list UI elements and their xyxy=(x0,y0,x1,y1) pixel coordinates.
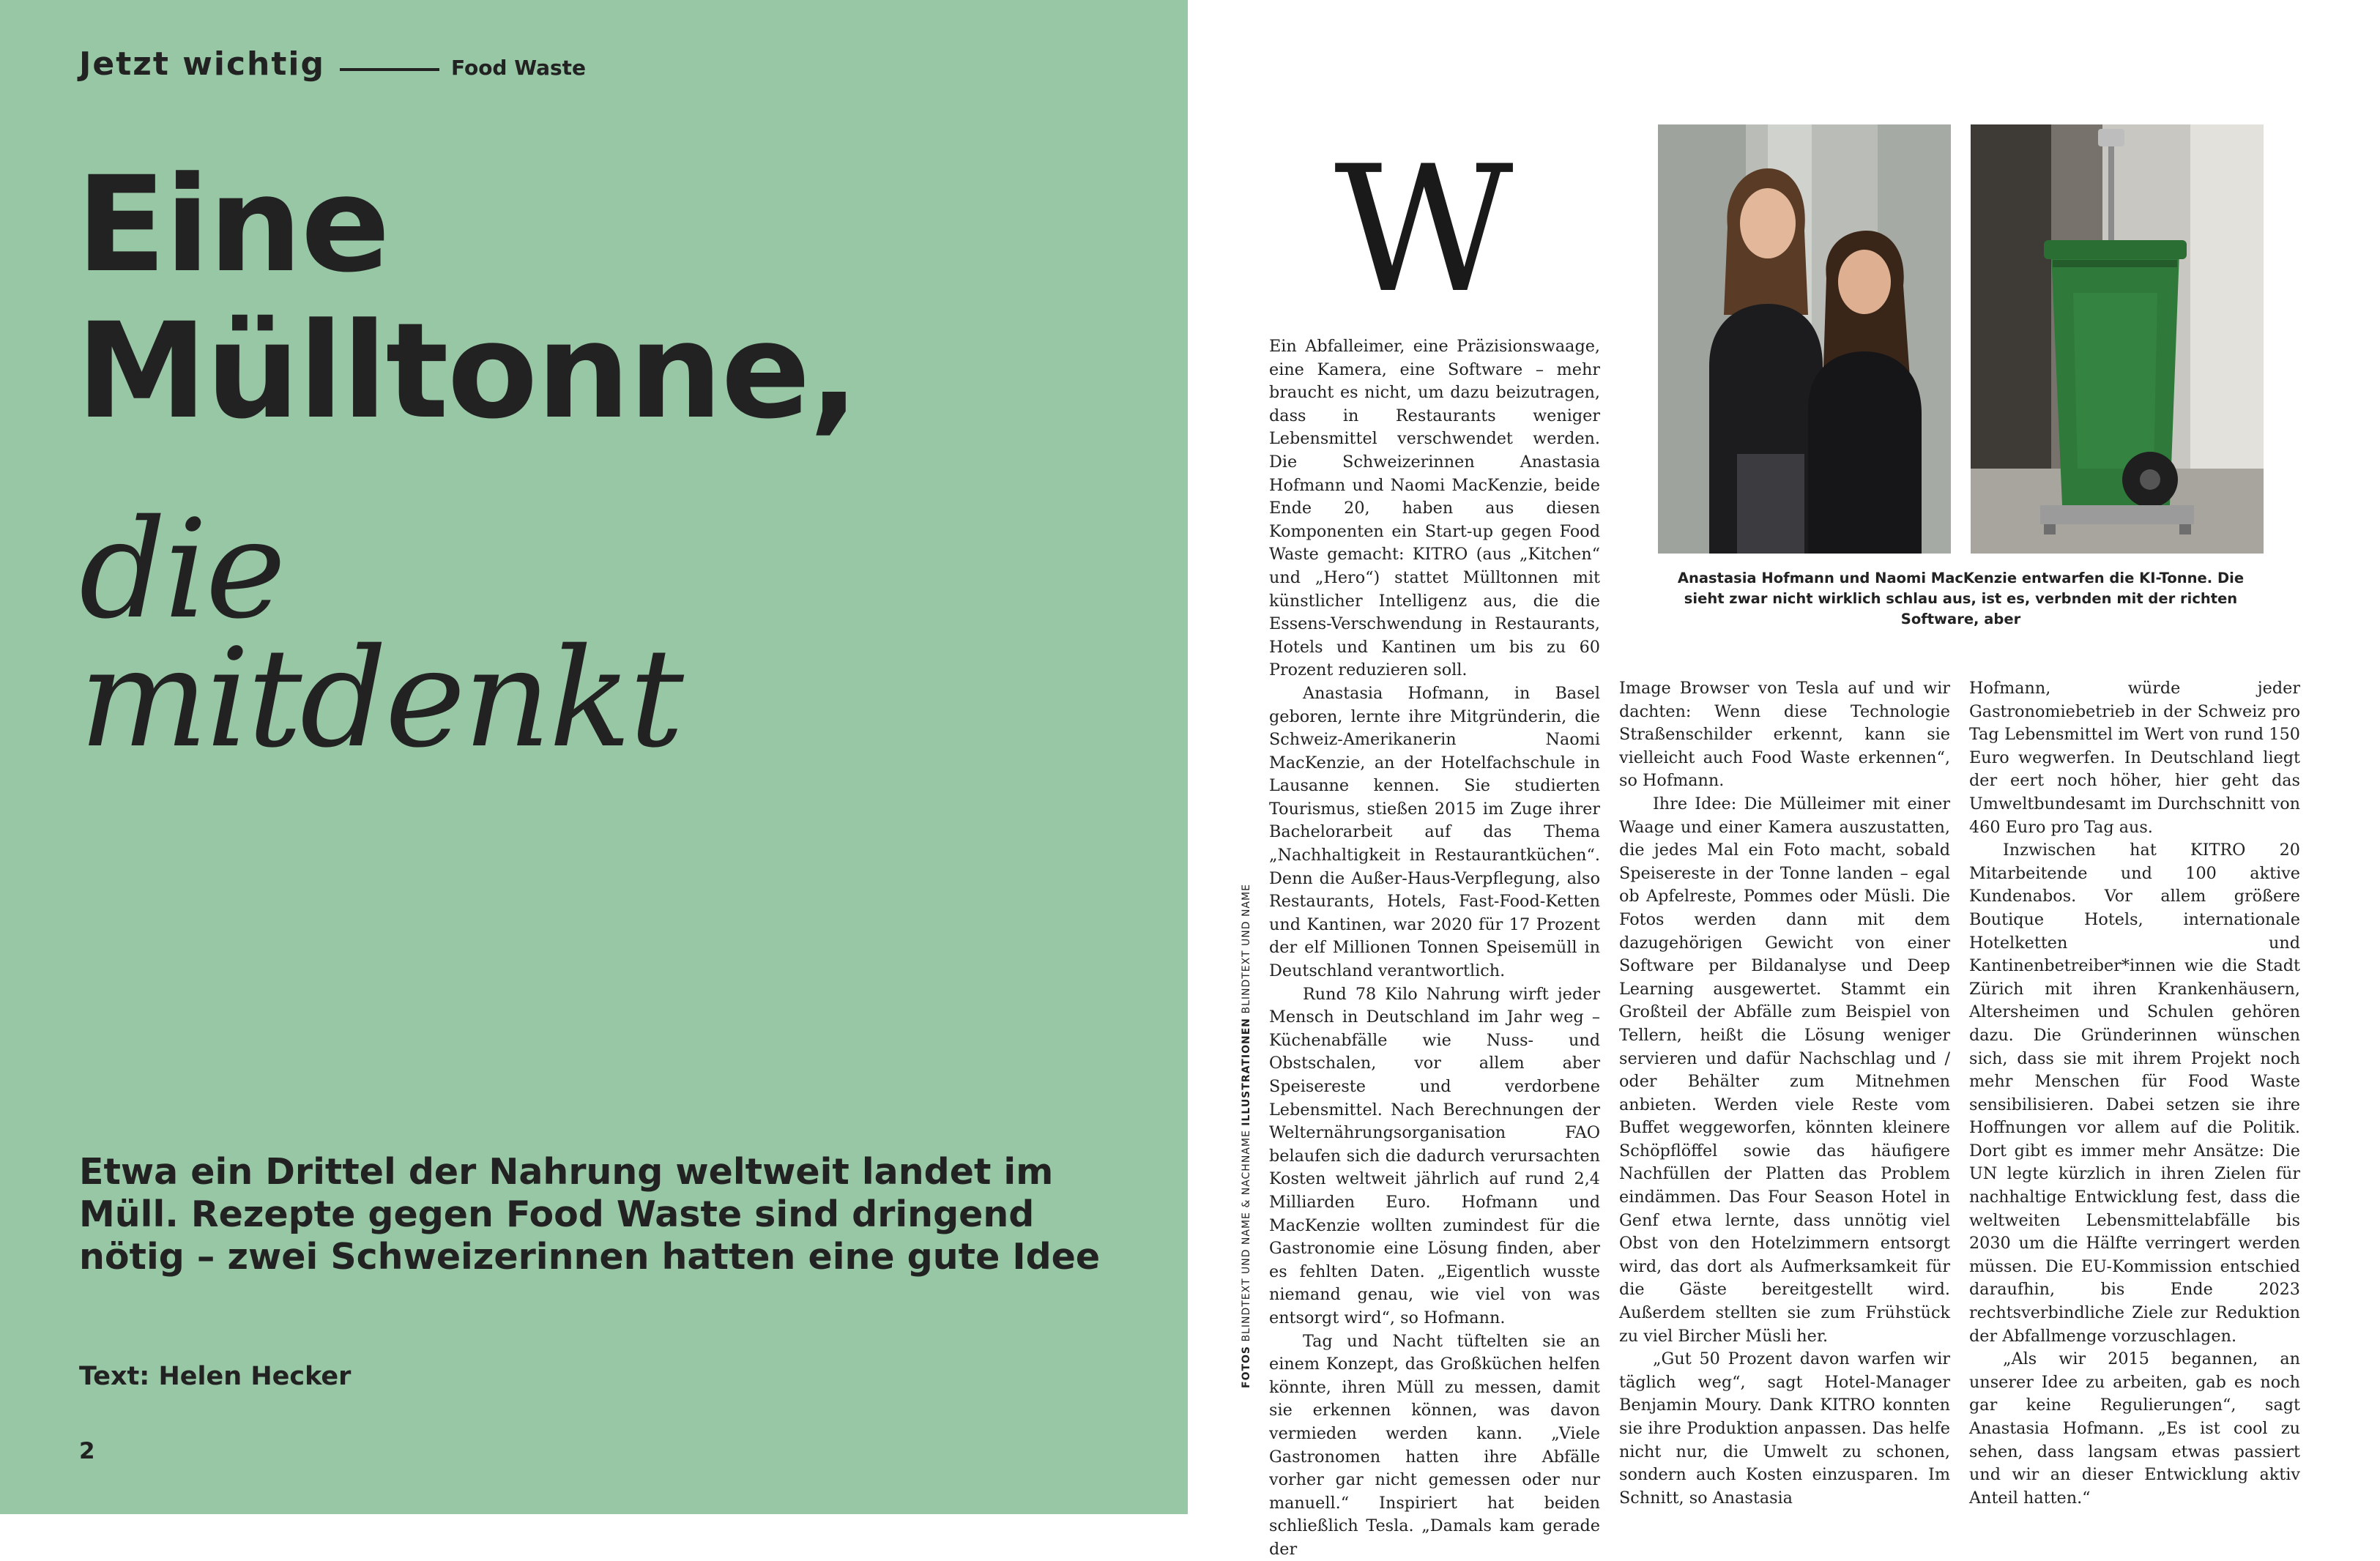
paragraph: Hofmann, würde jeder Gastronomiebetrieb in der Schweiz pro Tag Lebensmittel im Wert von rund 150 Euro wegwerfen. In Deutschland liegt der eert noch höher, hier geht das Umweltbundesamt im Durchschnitt von 460 Euro pro Tag aus. xyxy=(1969,679,2300,837)
page-number: 2 xyxy=(79,1438,95,1464)
headline-serif xyxy=(79,490,682,778)
paragraph: Rund 78 Kilo Nahrung wirft jeder Mensch in Deutschland im Jahr weg – Küchenabfälle wie Nuss- und Obstschalen, vor allem aber Speisereste und verdorbene Lebensmittel. Nach Berechnungen der Welternährungsorganisation FAO belaufen sich die dadurch verursachten Kosten weltweit jährlich auf rund 2,4 Milliarden Euro. Hofmann und MacKenzie wollten zumindest für die Gastronomie eine Lösung finden, aber es fehlten Daten. „Eigentlich wusste niemand genau, wie viel von was entsorgt wird“, so Hofmann. xyxy=(1269,984,1600,1327)
article-column-3 xyxy=(1969,677,2300,1510)
paragraph: „Gut 50 Prozent davon warfen wir täglich weg“, sagt Hotel-Manager Benjamin Moury. Dank KITRO konnten sie ihre Produktion anpassen. Das helfe nicht nur, die Umwelt zu schonen, sondern auch Kosten einzusparen. Im Schnitt, so Anastasia xyxy=(1619,1349,1950,1508)
founders-photo xyxy=(1658,124,1951,554)
article-column-1 xyxy=(1269,335,1600,1561)
photo-caption: Anastasia Hofmann und Naomi MacKenzie entwarfen die KI-Tonne. Die sieht zwar nicht wirklich schlau aus, ist es, verbnden mit der richten Software, aber xyxy=(1677,570,2245,627)
headline-line-4: mitdenkt xyxy=(79,619,682,778)
headline-line-3: die xyxy=(79,490,284,649)
kicker-label: Jetzt wichtig xyxy=(79,45,325,83)
byline: Text: Helen Hecker xyxy=(79,1362,352,1391)
paragraph: Inzwischen hat KITRO 20 Mitarbeitende und 100 aktive Kundenabos. Vor allem größere Boutique Hotels, internationale Hotelketten und Kantinenbetreiber*innen wie die Stadt Zürich mit ihren Krankenhäusern, Altersheimen und Schulen gehören dazu. Die Gründerinnen wünschen sich, dass sie mit ihrem Projekt noch mehr Menschen für Food Waste sensibilisieren. Dabei setzen sie ihre Hoffnungen vor allem auf die Politik. Dort gibt es immer mehr Ansätze: Die UN legte kürzlich in ihren Zielen für nachhaltige Entwicklung fest, dass die weltweiten Lebensmittelabfälle bis 2030 um die Hälfte verringert werden müssen. Die EU-Kommission entschied daraufhin, bis Ende 2023 rechtsverbindliche Ziele zur Reduktion der Abfallmenge vorzuschlagen. xyxy=(1969,841,2300,1346)
headline-line-1: Eine xyxy=(76,149,389,302)
article-column-2 xyxy=(1619,677,1950,1510)
paragraph: Ihre Idee: Die Mülleimer mit einer Waage und einer Kamera auszustatten, die jedes Mal ein Foto macht, sobald Speisereste in der Tonne landen – egal ob Apfelreste, Pommes oder Müsli. Die Fotos werden dann mit dem dazugehörigen Gewicht von einer Software per Bildanalyse und Deep Learning ausgewertet. Stammt ein Großteil der Abfälle zum Beispiel von Tellern, heißt die Lösung weniger servieren und dafür Nachschlag und / oder Behälter zum Mitnehmen anbieten. Werden viele Reste vom Buffet weggeworfen, könnten kleinere Schöpflöffel sowie das häufigere Nachfüllen der Platten das Problem eindämmen. Das Four Season Hotel in Genf etwa lernte, dass unnötig viel Obst von den Hotelzimmern entsorgt wird, das dort als Aufmerksamkeit für die Gäste bereitgestellt wird. Außerdem stellten sie zum Frühstück zu viel Bircher Müsli her. xyxy=(1619,794,1950,1346)
credit-text-illustrations: BLINDTEXT UND NAME xyxy=(1241,884,1252,1014)
paragraph: Tag und Nacht tüftelten sie an einem Konzept, das Großküchen helfen könnte, ihren Müll zu messen, damit sie erkennen können, was davon vermieden werden kann. „Viele Gastronomen hatten ihre Abfälle vorher gar nicht gemessen oder nur manuell.“ Inspiriert hat beiden schließlich Tesla. „Damals kam gerade der xyxy=(1269,1331,1600,1559)
section-label: Food Waste xyxy=(450,56,587,80)
photo-credit xyxy=(1241,884,1252,1388)
left-page xyxy=(0,0,1188,1514)
founders-illustration xyxy=(1658,124,1951,554)
drop-cap: W xyxy=(1334,129,1514,332)
section-kicker xyxy=(79,45,586,83)
kicker-divider xyxy=(340,68,439,71)
paragraph: Ein Abfalleimer, eine Präzisionswaage, eine Kamera, eine Software – mehr braucht es nicht, um dazu beizutragen, dass in Restaurants weniger Lebensmittel verschwendet werden. Die Schweizerinnen Anastasia Hofmann und Naomi MacKenzie, beide Ende 20, haben aus diesen Komponenten ein Start-up gegen Food Waste gemacht: KITRO (aus „Kitchen“ und „Hero“) stattet Mülltonnen mit künstlicher Intelligenz aus, die die Essens-Verschwendung in Restaurants, Hotels und Kantinen um bis zu 60 Prozent reduzieren soll. xyxy=(1269,337,1600,680)
paragraph: Image Browser von Tesla auf und wir dachten: Wenn diese Technologie Straßenschilder erkennt, kann sie vielleicht auch Food Waste erkennen“, so Hofmann. xyxy=(1619,679,1950,791)
paragraph: „Als wir 2015 begannen, an unserer Idee zu arbeiten, gab es noch gar keine Regulierungen“, sagt Anastasia Hofmann. „Es ist cool zu sehen, dass langsam etwas passiert und wir an dieser Entwicklung aktiv Anteil hatten.“ xyxy=(1969,1349,2300,1508)
credit-text-photos: BLINDTEXT UND NAME & NACHNAME xyxy=(1241,1130,1252,1342)
lead-paragraph: Etwa ein Drittel der Nahrung weltweit landet im Müll. Rezepte gegen Food Waste sind dringend nötig – zwei Schweizerinnen hatten eine gute Idee xyxy=(79,1151,1101,1278)
smart-bin-illustration xyxy=(1971,124,2264,554)
headline-line-2: Mülltonne, xyxy=(76,295,858,448)
paragraph: Anastasia Hofmann, in Basel geboren, lernte ihre Mitgründerin, die Schweiz-Amerikanerin Naomi MacKenzie, an der Hotelfachschule in Lausanne kennen. Sie studierten Tourismus, stießen 2015 im Zuge ihrer Bachelorarbeit auf das Thema „Nachhaltigkeit in Restaurantküchen“. Denn die Außer-Haus-Verpflegung, also Restaurants, Hotels, Fast-Food-Ketten und Kantinen, war 2020 für 17 Prozent der elf Millionen Tonnen Speisemüll in Deutschland verantwortlich. xyxy=(1269,683,1600,981)
headline-sans xyxy=(76,149,858,448)
smart-bin-photo xyxy=(1971,124,2264,554)
credit-label-illustrations: ILLUSTRATIONEN xyxy=(1241,1017,1252,1126)
credit-label-photos: FOTOS xyxy=(1241,1346,1252,1388)
